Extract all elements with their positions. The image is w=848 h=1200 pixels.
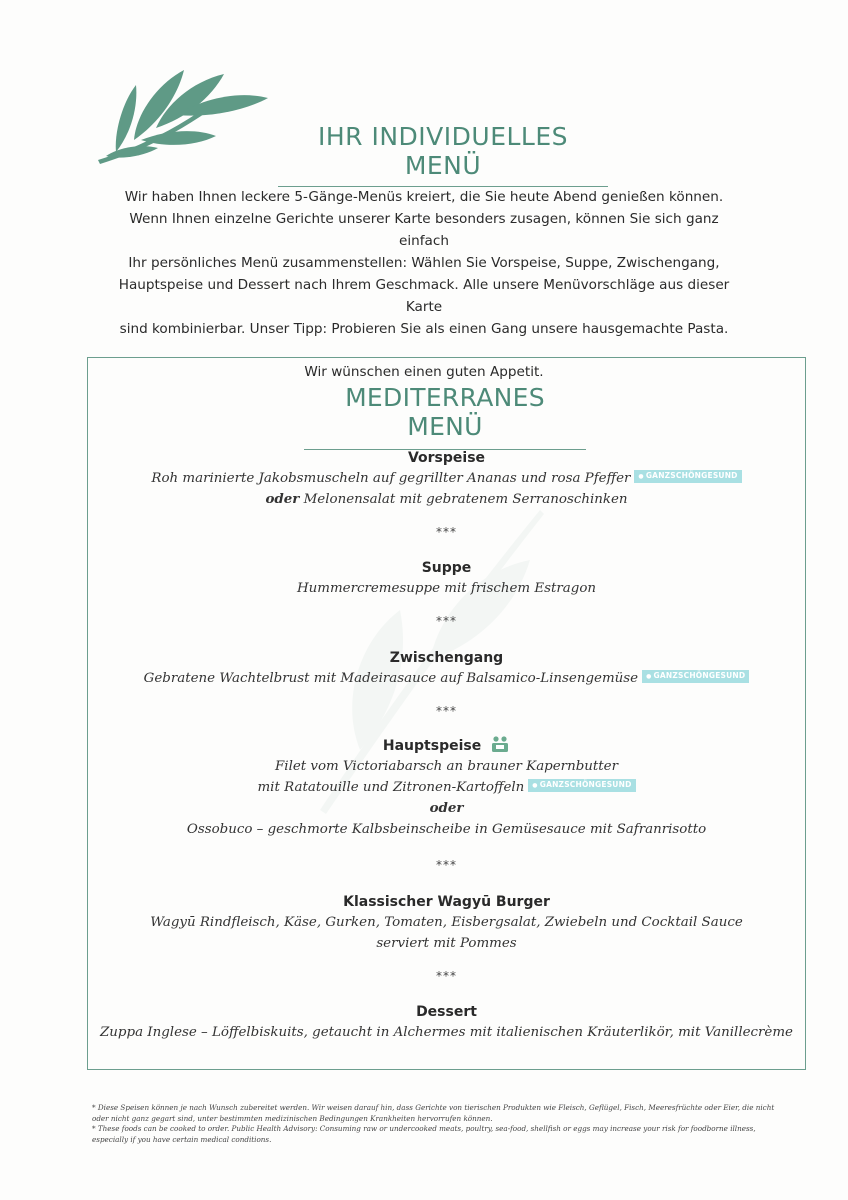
dish-line bbox=[92, 668, 801, 689]
dish-text: mit Ratatouille und Zitronen-Kartoffeln bbox=[257, 780, 525, 795]
dish-line bbox=[92, 489, 801, 510]
course-burger bbox=[92, 892, 801, 954]
separator: *** bbox=[436, 969, 457, 983]
course-dessert bbox=[92, 1002, 801, 1043]
course-zwischengang bbox=[92, 648, 801, 689]
footnote-line: * These foods can be cooked to order. Public Health Advisory: Consuming raw or undercooked meats, poultry, sea-food, shellfish or eggs may increase your risk for foodborne illness, bbox=[92, 1124, 756, 1133]
dish-text: Hummercremesuppe mit frischem Estragon bbox=[296, 581, 597, 596]
separator: *** bbox=[436, 525, 457, 539]
dish-text: Melonensalat mit gebratenem Serranoschinken bbox=[303, 492, 628, 507]
course-heading-text: Hauptspeise bbox=[382, 738, 482, 754]
course-heading: Vorspeise bbox=[407, 450, 486, 466]
intro-text bbox=[110, 186, 738, 383]
page-title: IHR INDIVIDUELLES MENÜ bbox=[278, 122, 608, 187]
dish-text: Ossobuco – geschmorte Kalbsbeinscheibe in Gemüsesauce mit Safranrisotto bbox=[186, 822, 707, 837]
dish-line bbox=[92, 777, 801, 798]
course-hauptspeise bbox=[92, 736, 801, 840]
olive-branch-icon bbox=[96, 60, 271, 165]
course-heading: Klassischer Wagyū Burger bbox=[343, 894, 550, 910]
separator: *** bbox=[436, 614, 457, 628]
dish-text: serviert mit Pommes bbox=[376, 936, 517, 951]
intro-line: sind kombinierbar. Unser Tipp: Probieren Sie als einen Gang unsere hausgemachte Pasta. bbox=[119, 321, 729, 337]
separator: *** bbox=[436, 858, 457, 872]
dish-text: Wagyū Rindfleisch, Käse, Gurken, Tomaten, Eisbergsalat, Zwiebeln und Cocktail Sauce bbox=[150, 915, 743, 930]
menu-title: MEDITERRANES MENÜ bbox=[304, 383, 586, 450]
dish-text: Zuppa Inglese – Löffelbiskuits, getaucht in Alchermes mit italienischen Kräuterlikör, mit Vanillecrème bbox=[100, 1025, 793, 1040]
ganzschoengesund-badge: ● GANZSCHÖNGESUND bbox=[642, 670, 749, 683]
ganzschoengesund-badge: ● GANZSCHÖNGESUND bbox=[528, 779, 635, 792]
footnote-line: especially if you have certain medical conditions. bbox=[92, 1134, 272, 1144]
footnote-line: oder nicht ganz gegart sind, unter bestimmten medizinischen Bedingungen Krankheiten hervorrufen können. bbox=[92, 1113, 493, 1123]
intro-line: Wenn Ihnen einzelne Gerichte unserer Karte besonders zusagen, können Sie sich ganz einfach bbox=[129, 211, 719, 249]
footnote-line: * Diese Speisen können je nach Wunsch zubereitet werden. Wir weisen darauf hin, dass Gerichte von tierischen Produkten wie Fleisch, Geflügel, Fisch, Meeresfrüchte oder Eier, die nicht bbox=[92, 1103, 775, 1112]
dish-text: Gebratene Wachtelbrust mit Madeirasauce auf Balsamico-Linsengemüse bbox=[143, 671, 639, 686]
course-heading: Dessert bbox=[416, 1004, 477, 1020]
course-suppe bbox=[92, 558, 801, 599]
dish-text: Filet vom Victoriabarsch an brauner Kapernbutter bbox=[275, 759, 618, 774]
dish-line bbox=[92, 468, 801, 489]
ganzschoengesund-badge: ● GANZSCHÖNGESUND bbox=[634, 470, 741, 483]
intro-line: Ihr persönliches Menü zusammenstellen: Wählen Sie Vorspeise, Suppe, Zwischengang, bbox=[128, 255, 720, 271]
wish-text: Wir wünschen einen guten Appetit. bbox=[304, 364, 544, 380]
dish-text: Roh marinierte Jakobsmuscheln auf gegrillter Ananas und rosa Pfeffer bbox=[151, 471, 631, 486]
oder-label: oder bbox=[429, 800, 464, 816]
intro-line: Wir haben Ihnen leckere 5-Gänge-Menüs kreiert, die Sie heute Abend genießen können. bbox=[124, 189, 724, 205]
course-vorspeise bbox=[92, 448, 801, 510]
course-heading bbox=[92, 736, 801, 756]
footnote bbox=[92, 1103, 802, 1145]
course-heading: Zwischengang bbox=[389, 650, 504, 666]
sharing-people-icon bbox=[490, 735, 510, 753]
intro-line: Hauptspeise und Dessert nach Ihrem Geschmack. Alle unsere Menüvorschläge aus dieser Karte bbox=[118, 277, 730, 315]
oder-label: oder bbox=[265, 491, 300, 507]
course-heading: Suppe bbox=[421, 560, 472, 576]
separator: *** bbox=[436, 704, 457, 718]
